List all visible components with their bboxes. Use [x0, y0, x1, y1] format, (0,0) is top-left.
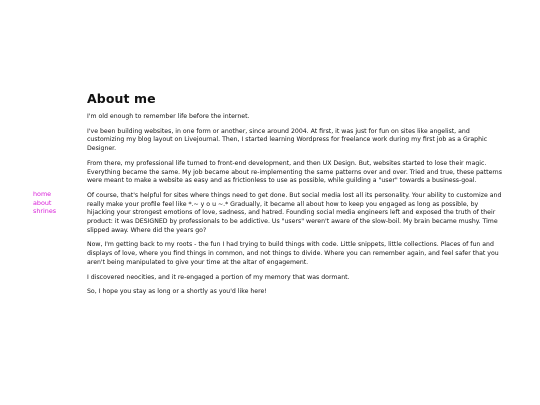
main-content: [87, 91, 507, 303]
page-title: About me: [87, 91, 156, 106]
history-paragraph: I've been building websites, in one form or another, since around 2004. At first, it was just for fun on sites like angelist, and customizing my blog layout on Livejournal. Then, I started learning Wordpress for freelance work during my first job as a Graphic Designer.: [87, 127, 488, 153]
intro-paragraph: I'm old enough to remember life before the internet.: [87, 113, 250, 120]
closing-paragraph: So, I hope you stay as long or a shortly as you'd like here!: [87, 288, 267, 296]
nav-link-about[interactable]: about: [33, 198, 52, 207]
nav-link-home[interactable]: home: [33, 190, 52, 198]
sidebar-nav: [33, 190, 56, 216]
roots-paragraph: Now, I'm getting back to my roots - the fun I had trying to build things with code. Little snippets, little collections. Places of fun and displays of love, where you find things in common, and not things to divide. Where you can remember again, and feel safer that you aren't being manipulated to give your time at the altar of engagement.: [87, 241, 499, 266]
social-media-paragraph: Of course, that's helpful for sites where things need to get done. But social media lost all its personality. Your ability to customize and really make your profile feel like *.~ y o u ~.* Gradually, it became all about how to keep you engaged as long as possible, by hijacking your strongest emotions of love, sadness, and hatred. Founding social media engineers left and exposed the truth of their product: it was DESIGNED by professionals to be addictive. Us "users" weren't aware of the slow-boil. My brain became mushy. Time slipped away. Where did the years go?: [87, 191, 502, 234]
neocities-paragraph: I discovered neocities, and it re-engaged a portion of my memory that was dormant.: [87, 273, 350, 281]
career-paragraph: From there, my professional life turned to front-end development, and then UX Design. But, websites started to lose their magic. Everything became the same. My job became about re-implementing the same patterns over and over. Tried and true, these patterns were meant to make a website as easy and as frictionless to use as possible, while guilding a "user" towards a business-goal.: [87, 159, 502, 185]
nav-link-shrines[interactable]: shrines: [33, 207, 57, 216]
